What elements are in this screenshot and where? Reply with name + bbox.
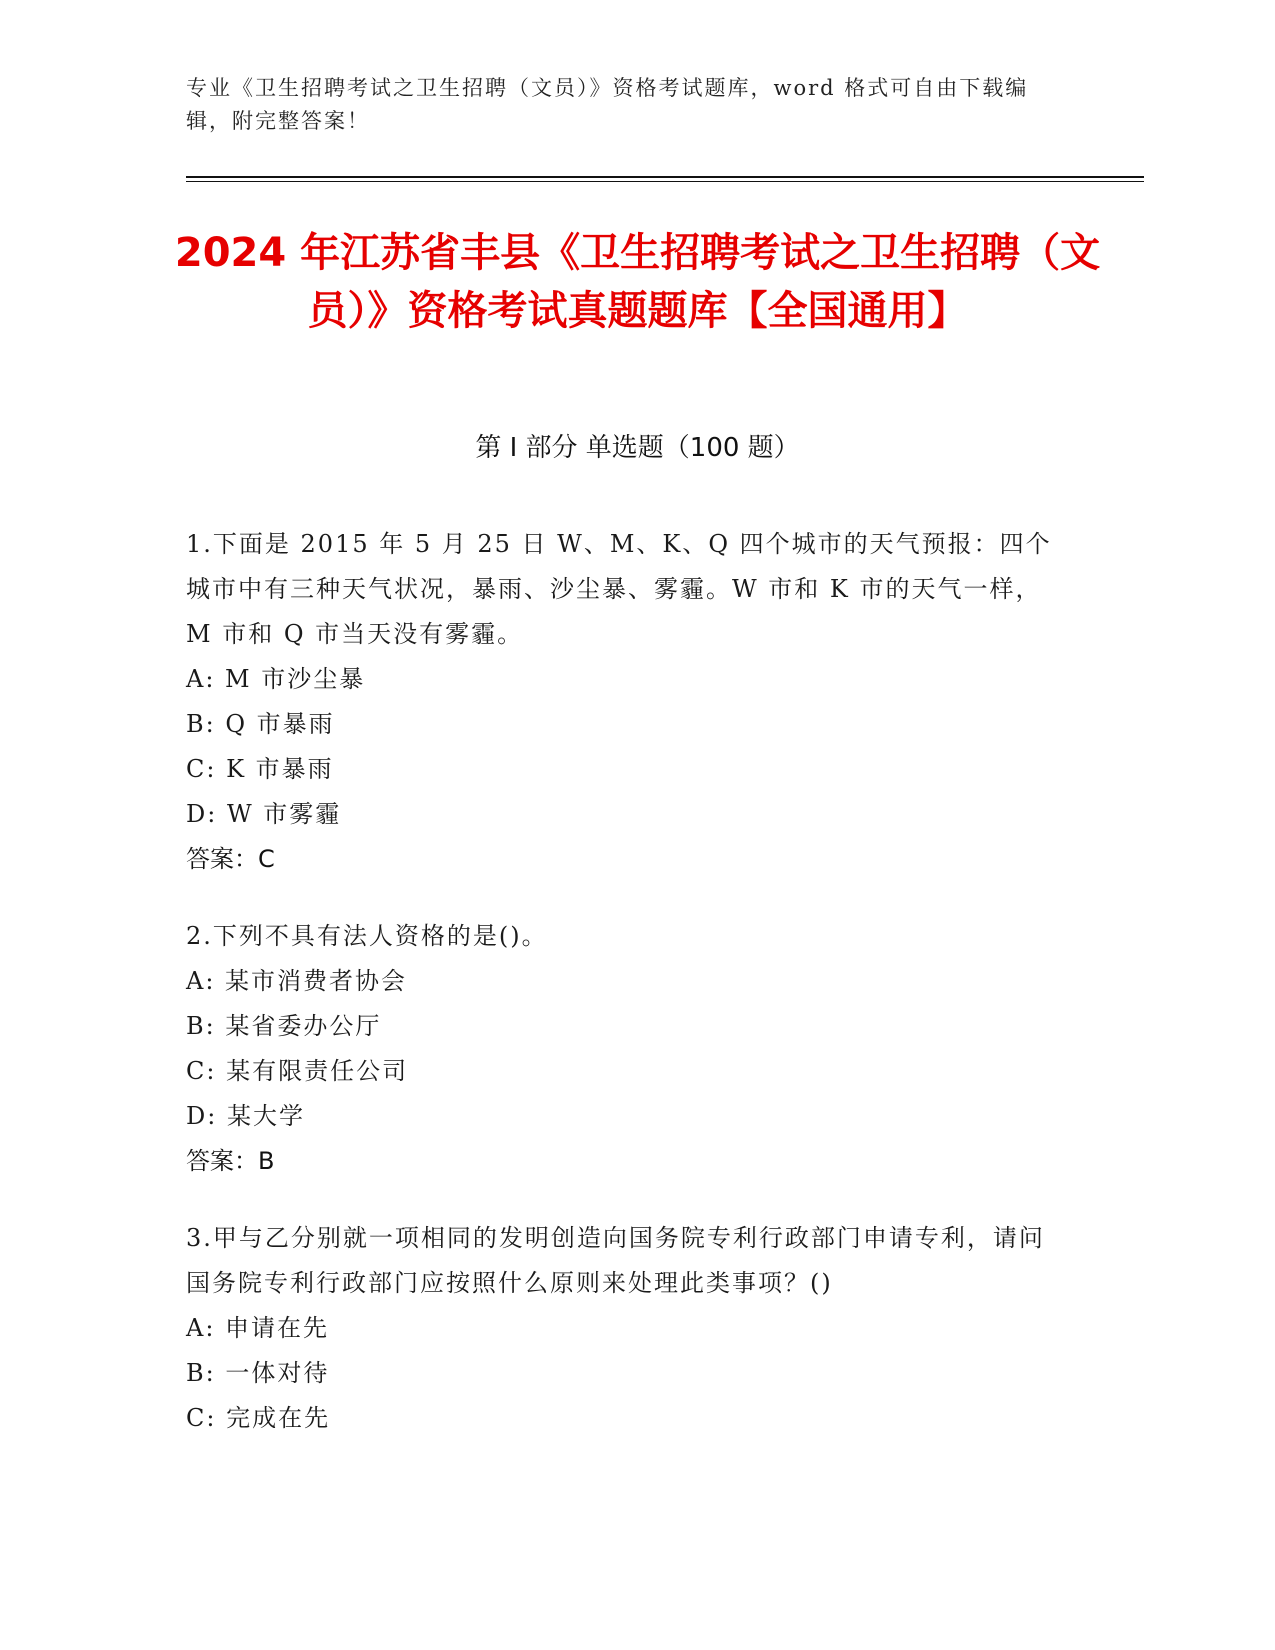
question-3 — [186, 1216, 1066, 1441]
document-title: 2024 年江苏省丰县《卫生招聘考试之卫生招聘（文员）》资格考试真题题库【全国通用】 — [174, 230, 1101, 334]
option-a: A: 某市消费者协会 — [186, 967, 408, 995]
option-c: C: 完成在先 — [186, 1404, 331, 1432]
header-divider — [186, 176, 1144, 182]
option-c: C: 某有限责任公司 — [186, 1057, 409, 1085]
section-heading: 第 I 部分 单选题（100 题） — [475, 433, 800, 463]
question-1 — [186, 522, 1066, 882]
header-note: 专业《卫生招聘考试之卫生招聘（文员）》资格考试题库，word 格式可自由下载编辑，附完整答案！ — [186, 76, 1029, 133]
option-b: B: 一体对待 — [186, 1359, 330, 1387]
question-stem: 1.下面是 2015 年 5 月 25 日 W、M、K、Q 四个城市的天气预报：四个城市中有三种天气状况，暴雨、沙尘暴、雾霾。W 市和 K 市的天气一样，M 市和 Q 市当天没有雾霾。 — [186, 530, 1052, 648]
option-a: A: M 市沙尘暴 — [186, 665, 366, 693]
answer-line: 答案：C — [186, 845, 275, 873]
option-c: C: K 市暴雨 — [186, 755, 334, 783]
option-d: D: 某大学 — [186, 1102, 305, 1130]
option-d: D: W 市雾霾 — [186, 800, 342, 828]
question-2 — [186, 914, 1066, 1184]
option-a: A: 申请在先 — [186, 1314, 330, 1342]
question-stem: 3.甲与乙分别就一项相同的发明创造向国务院专利行政部门申请专利，请问国务院专利行政部门应按照什么原则来处理此类事项？() — [186, 1224, 1045, 1297]
option-b: B: Q 市暴雨 — [186, 710, 335, 738]
question-stem: 2.下列不具有法人资格的是()。 — [186, 922, 548, 950]
answer-line: 答案：B — [186, 1147, 275, 1175]
option-b: B: 某省委办公厅 — [186, 1012, 382, 1040]
question-list — [186, 522, 1066, 1473]
